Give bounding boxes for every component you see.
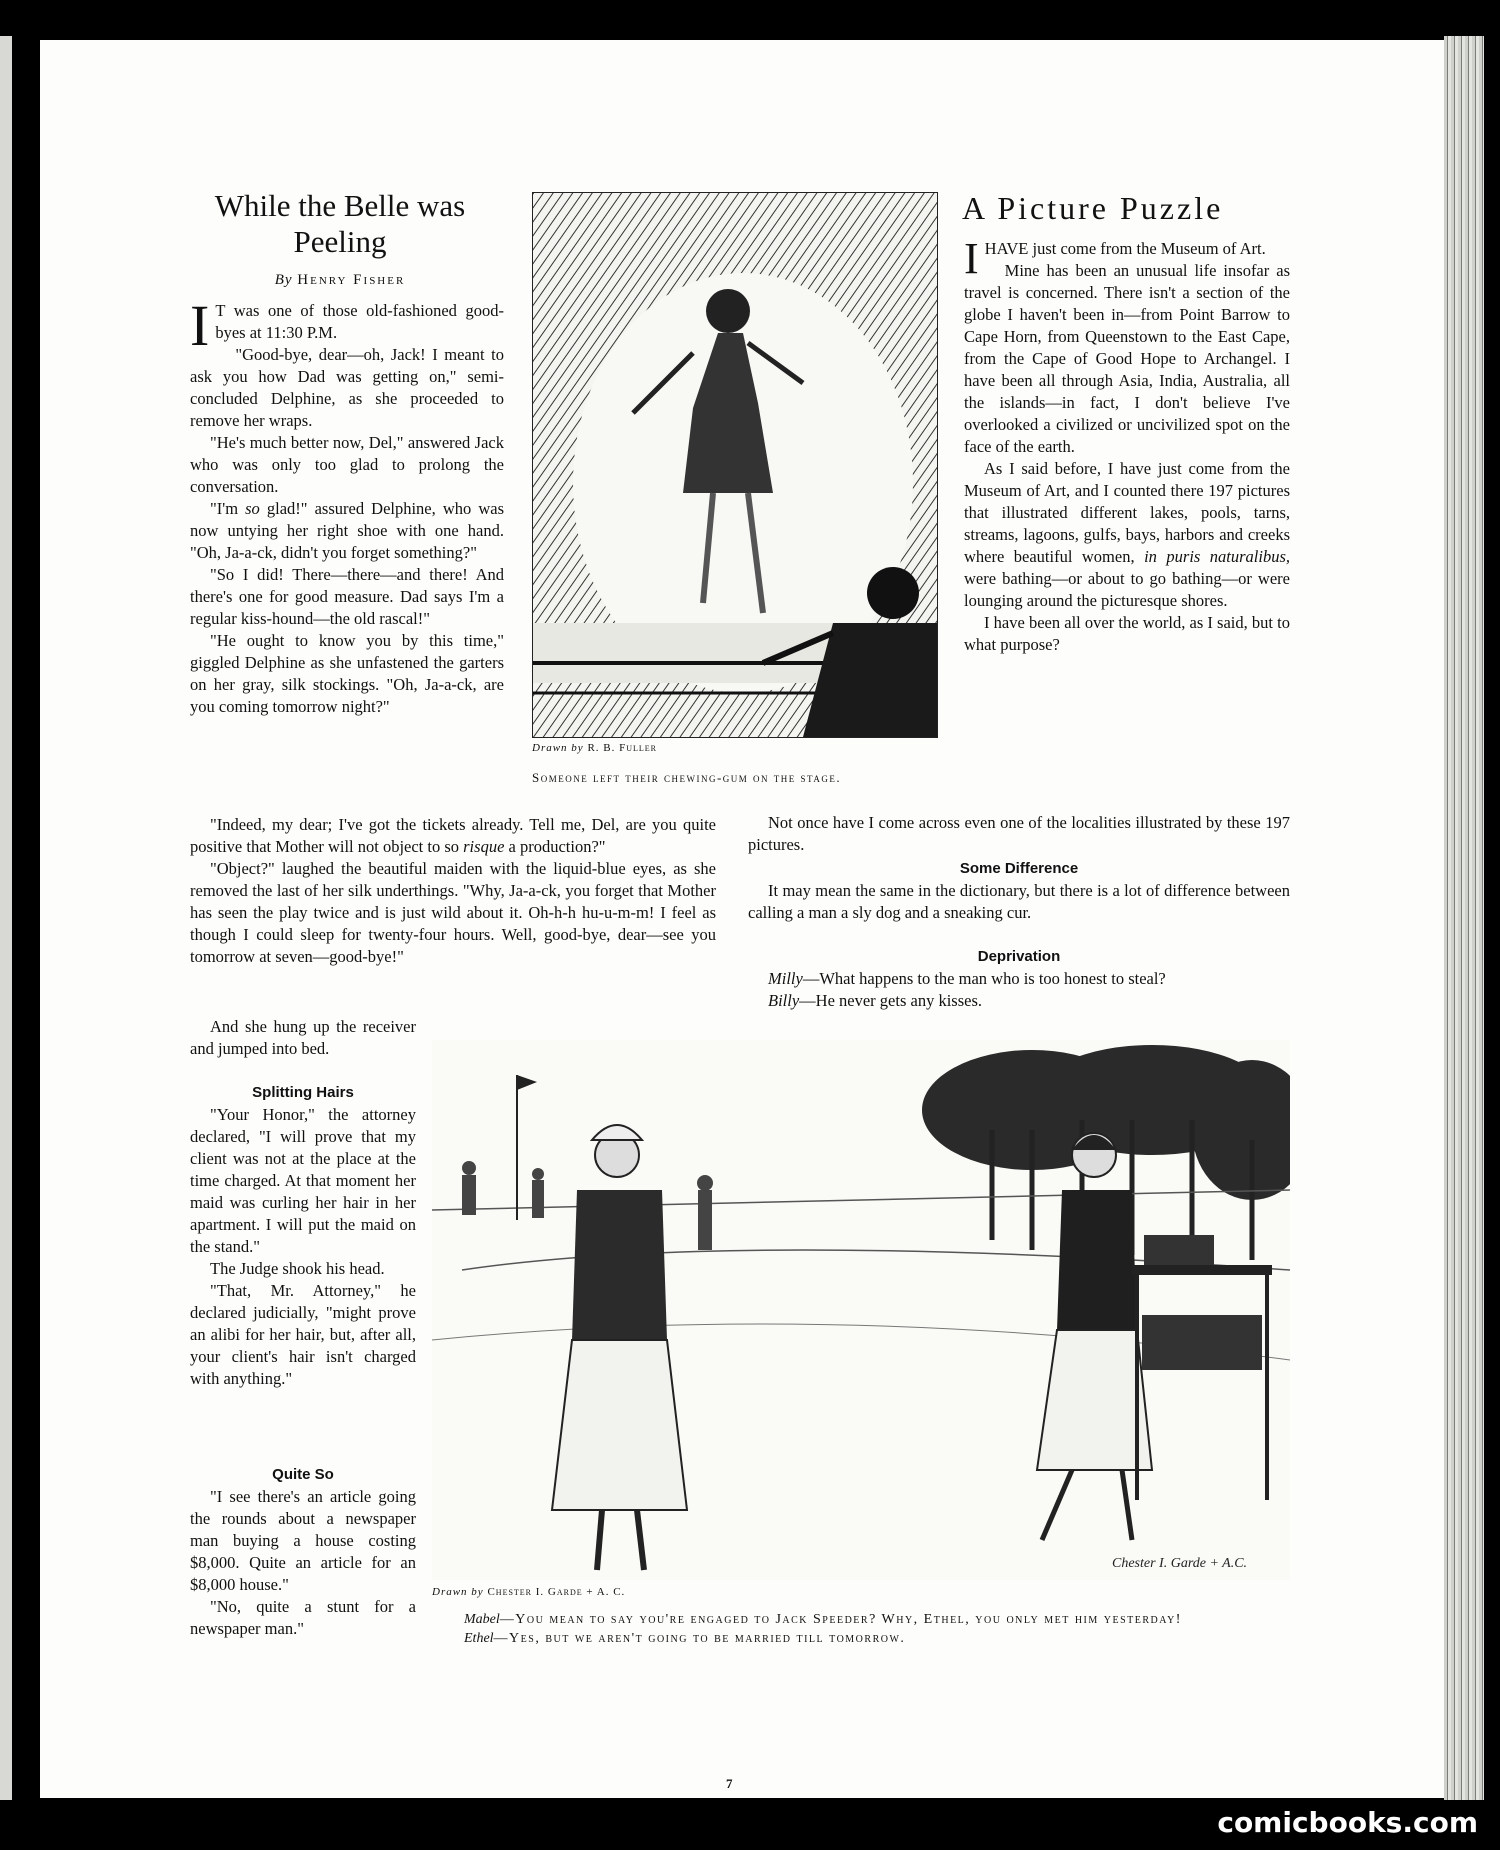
paragraph: And she hung up the receiver and jumped into bed. — [190, 1017, 416, 1058]
joke-some-difference — [748, 858, 1290, 924]
site-watermark: comicbooks.com — [1217, 1806, 1478, 1839]
story-title-picture-puzzle: A Picture Puzzle — [962, 190, 1224, 226]
section-heading: Quite So — [272, 1466, 334, 1483]
paragraph: "Good-bye, dear—oh, Jack! I meant to ask you how Dad was getting on," semi-concluded Delphine, as she proceeded to remove her wraps. — [190, 345, 504, 430]
dialogue-line: Billy—He never gets any kisses. — [768, 991, 982, 1010]
byline: By Henry Fisher — [274, 272, 406, 288]
paragraph: I have been all over the world, as I said, but to what purpose? — [964, 613, 1290, 654]
paragraph: As I said before, I have just come from the Museum of Art, and I counted there 197 pictures that illustrated different lakes, pools, tarns, streams, lagoons, gulfs, bays, harbors and creeks where beautiful women, in puris naturalibus, were bathing—or about to go bathing—or were lounging around the picturesque shores. — [964, 459, 1291, 610]
section-heading: Some Difference — [959, 860, 1079, 877]
author-name: Henry Fisher — [297, 272, 406, 288]
joke-deprivation — [748, 946, 1290, 1012]
story-picture-puzzle-column — [964, 234, 1291, 656]
story-title-belle: While the Belle was Peeling — [214, 188, 466, 259]
dialogue-line: Milly—What happens to the man who is too honest to steal? — [768, 969, 1166, 988]
joke-splitting-hairs — [190, 1082, 416, 1390]
paragraph: "I'm so glad!" assured Delphine, who was now untying her right shoe with one hand. "Oh, Ja-a-ck, didn't you forget something?" — [190, 499, 504, 562]
paragraph: Not once have I come across even one of the localities illustrated by these 197 pictures. — [748, 813, 1290, 854]
paragraph: "He's much better now, Del," answered Jack who was only too glad to prolong the conversation. — [190, 433, 504, 496]
paragraph: "Object?" laughed the beautiful maiden with the liquid-blue eyes, as she removed the last of her silk underthings. "Why, Ja-a-ck, you forget that Mother has seen the play twice and is just wild about it. Oh-h-h hu-u-m-m! I feel as though I could sleep for twenty-four hours. Well, good-bye, dear—see you tomorrow at seven—good-bye!" — [190, 859, 716, 966]
artist-signature: Chester I. Garde + A.C. — [1112, 1556, 1248, 1571]
illustration-stage-dancer — [532, 192, 938, 738]
paragraph: Mine has been an unusual life insofar as travel is concerned. There isn't a section of the globe I haven't been in—from Point Barrow to Cape Horn, from Queenstown to the East Cape, from the Cape of Good Hope to Archangel. I have been all through Asia, India, Australia, all the islands—in fact, I don't believe I've overlooked a civilized or uncivilized spot on the face of the earth. — [964, 261, 1290, 456]
story-belle-column — [190, 293, 504, 718]
paragraph: "So I did! There—there—and there! And there's one for good measure. Dad says I'm a regular kiss-hound—the old rascal!" — [190, 565, 504, 628]
illustration1-caption: Someone left their chewing-gum on the stage. — [532, 770, 842, 785]
left-page-edge — [0, 36, 12, 1810]
story-belle-continued — [190, 814, 716, 968]
illustration2-caption — [442, 1610, 1282, 1648]
paragraph: "No, quite a stunt for a newspaper man." — [190, 1597, 416, 1638]
page-number: 7 — [726, 1776, 733, 1791]
paragraph: I T was one of those old-fashioned good-byes at 11:30 P.M. — [190, 293, 504, 358]
paragraph: It may mean the same in the dictionary, but there is a lot of difference between calling a man a sly dog and a sneaking cur. — [748, 881, 1290, 922]
paragraph: "I see there's an article going the rounds about a newspaper man buying a house costing $8,000. Quite an article for an $8,000 house." — [190, 1487, 416, 1594]
top-black-border — [0, 0, 1500, 36]
paragraph: IHAVE just come from the Museum of Art. — [964, 234, 1266, 283]
illustration2-credit: Drawn by Chester I. Garde + A. C. — [432, 1586, 626, 1598]
paragraph: "That, Mr. Attorney," he declared judicially, "might prove an alibi for her hair, but, after all, your client's hair isn't charged with anything." — [190, 1281, 416, 1388]
drop-cap: I — [964, 234, 979, 283]
paragraph: "Indeed, my dear; I've got the tickets already. Tell me, Del, are you quite positive that Mother will not object to so risque a production?" — [190, 815, 716, 856]
joke-quite-so — [190, 1464, 416, 1640]
drop-cap: I — [190, 293, 210, 358]
illustration-golf-course — [432, 1040, 1290, 1580]
story-belle-ending — [190, 1016, 416, 1060]
paragraph: The Judge shook his head. — [210, 1259, 385, 1278]
illustration1-credit: Drawn by R. B. Fuller — [532, 742, 658, 754]
right-book-edge — [1444, 36, 1484, 1810]
caption-line: Ethel—Yes, but we aren't going to be married till tomorrow. — [464, 1631, 906, 1646]
section-heading: Splitting Hairs — [252, 1084, 354, 1101]
story-picture-puzzle-ending — [748, 812, 1290, 856]
paragraph: "He ought to know you by this time," giggled Delphine as she unfastened the garters on her gray, silk stockings. "Oh, Ja-a-ck, are you coming tomorrow night?" — [190, 631, 504, 716]
caption-line: Mabel—You mean to say you're engaged to Jack Speeder? Why, Ethel, you only met him yesterday! — [464, 1612, 1182, 1627]
paragraph: "Your Honor," the attorney declared, "I will prove that my client was not at the place at the time charged. At that moment her maid was curling her hair in her apartment. I will put the maid on the stand." — [190, 1105, 416, 1256]
section-heading: Deprivation — [977, 948, 1061, 965]
